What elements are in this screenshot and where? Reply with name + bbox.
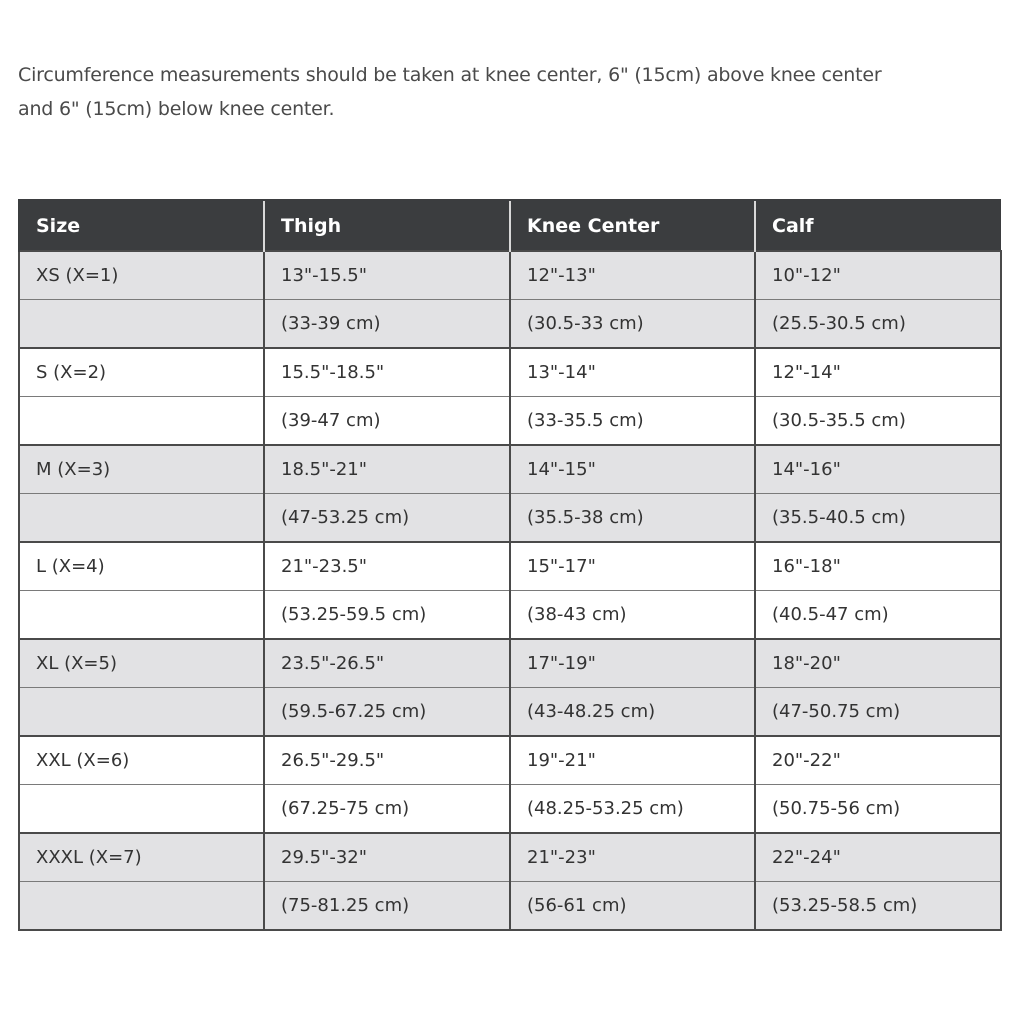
header-calf: Calf	[755, 200, 1001, 251]
size-label: XL (X=5)	[19, 639, 264, 688]
size-label-empty	[19, 397, 264, 446]
calf-inches: 10"-12"	[755, 251, 1001, 300]
size-label-empty	[19, 688, 264, 737]
table-row	[19, 688, 1001, 737]
size-label: XXXL (X=7)	[19, 833, 264, 882]
size-label-empty	[19, 882, 264, 931]
size-label: XS (X=1)	[19, 251, 264, 300]
table-row	[19, 639, 1001, 688]
thigh-inches: 18.5"-21"	[264, 445, 510, 494]
table-row	[19, 785, 1001, 834]
thigh-inches: 15.5"-18.5"	[264, 348, 510, 397]
thigh-cm: (67.25-75 cm)	[264, 785, 510, 834]
table-row	[19, 833, 1001, 882]
calf-cm: (53.25-58.5 cm)	[755, 882, 1001, 931]
measurement-instructions	[18, 58, 998, 126]
size-label-empty	[19, 785, 264, 834]
knee-inches: 14"-15"	[510, 445, 755, 494]
table-row	[19, 591, 1001, 640]
size-table	[18, 199, 1002, 931]
thigh-cm: (53.25-59.5 cm)	[264, 591, 510, 640]
thigh-cm: (59.5-67.25 cm)	[264, 688, 510, 737]
size-label-empty	[19, 591, 264, 640]
knee-inches: 19"-21"	[510, 736, 755, 785]
calf-inches: 12"-14"	[755, 348, 1001, 397]
calf-cm: (47-50.75 cm)	[755, 688, 1001, 737]
size-label-empty	[19, 300, 264, 349]
table-row	[19, 736, 1001, 785]
thigh-cm: (39-47 cm)	[264, 397, 510, 446]
calf-cm: (40.5-47 cm)	[755, 591, 1001, 640]
thigh-inches: 21"-23.5"	[264, 542, 510, 591]
knee-cm: (35.5-38 cm)	[510, 494, 755, 543]
table-row	[19, 300, 1001, 349]
knee-inches: 13"-14"	[510, 348, 755, 397]
table-row	[19, 348, 1001, 397]
calf-inches: 20"-22"	[755, 736, 1001, 785]
table-row	[19, 542, 1001, 591]
table-row	[19, 494, 1001, 543]
thigh-inches: 26.5"-29.5"	[264, 736, 510, 785]
knee-inches: 12"-13"	[510, 251, 755, 300]
knee-inches: 15"-17"	[510, 542, 755, 591]
table-row	[19, 882, 1001, 931]
calf-cm: (35.5-40.5 cm)	[755, 494, 1001, 543]
thigh-cm: (33-39 cm)	[264, 300, 510, 349]
knee-inches: 21"-23"	[510, 833, 755, 882]
knee-cm: (56-61 cm)	[510, 882, 755, 931]
knee-cm: (38-43 cm)	[510, 591, 755, 640]
calf-inches: 22"-24"	[755, 833, 1001, 882]
thigh-cm: (47-53.25 cm)	[264, 494, 510, 543]
size-label: L (X=4)	[19, 542, 264, 591]
instructions-line-1: Circumference measurements should be taken at knee center, 6" (15cm) above knee center	[18, 64, 882, 86]
header-knee-center: Knee Center	[510, 200, 755, 251]
knee-cm: (33-35.5 cm)	[510, 397, 755, 446]
size-label: XXL (X=6)	[19, 736, 264, 785]
knee-cm: (43-48.25 cm)	[510, 688, 755, 737]
size-label: M (X=3)	[19, 445, 264, 494]
size-label: S (X=2)	[19, 348, 264, 397]
calf-inches: 16"-18"	[755, 542, 1001, 591]
knee-cm: (30.5-33 cm)	[510, 300, 755, 349]
knee-inches: 17"-19"	[510, 639, 755, 688]
table-row	[19, 251, 1001, 300]
thigh-cm: (75-81.25 cm)	[264, 882, 510, 931]
knee-cm: (48.25-53.25 cm)	[510, 785, 755, 834]
calf-cm: (25.5-30.5 cm)	[755, 300, 1001, 349]
table-row	[19, 445, 1001, 494]
instructions-line-2: and 6" (15cm) below knee center.	[18, 98, 335, 120]
header-size: Size	[19, 200, 264, 251]
size-label-empty	[19, 494, 264, 543]
calf-inches: 14"-16"	[755, 445, 1001, 494]
calf-cm: (30.5-35.5 cm)	[755, 397, 1001, 446]
thigh-inches: 13"-15.5"	[264, 251, 510, 300]
table-header-row	[19, 200, 1001, 251]
calf-inches: 18"-20"	[755, 639, 1001, 688]
calf-cm: (50.75-56 cm)	[755, 785, 1001, 834]
header-thigh: Thigh	[264, 200, 510, 251]
thigh-inches: 29.5"-32"	[264, 833, 510, 882]
table-row	[19, 397, 1001, 446]
thigh-inches: 23.5"-26.5"	[264, 639, 510, 688]
